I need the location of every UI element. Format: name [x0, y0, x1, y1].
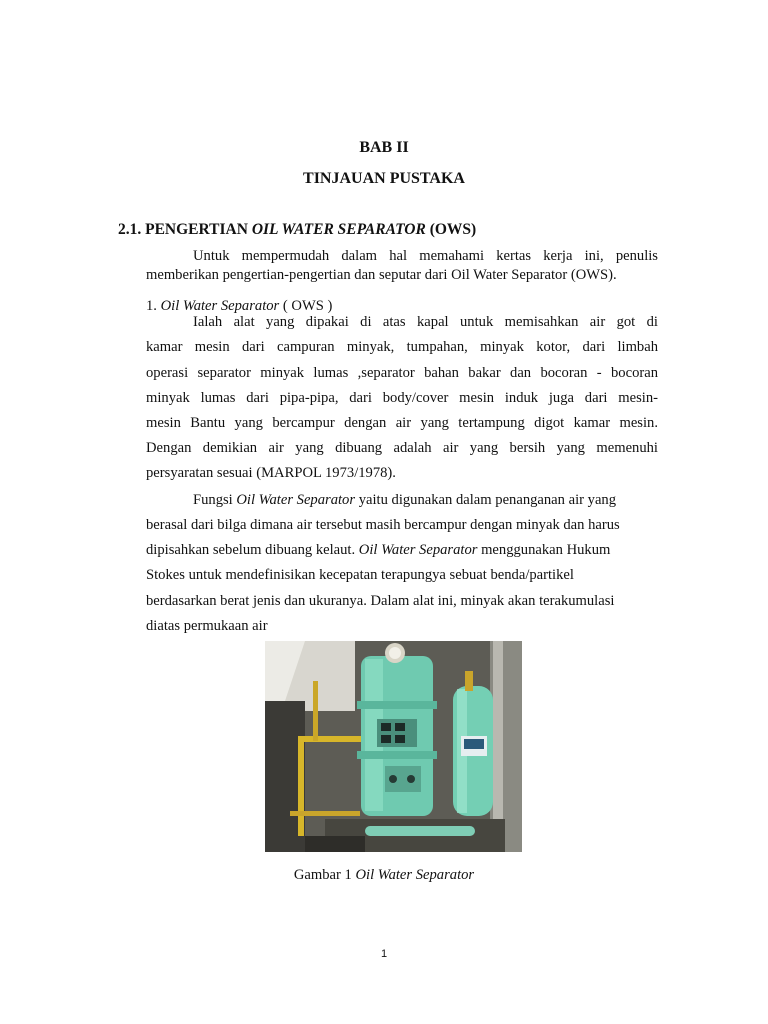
paragraph2-line-4: Stokes untuk mendefinisikan kecepatan terapungya sebuat benda/partikel: [146, 567, 574, 583]
paragraph1-line-4: minyak lumas dari pipa-pipa, dari body/cover mesin induk juga dari mesin-: [146, 390, 658, 406]
section-heading: 2.1. PENGERTIAN OIL WATER SEPARATOR (OWS): [118, 221, 477, 238]
paragraph2-line-3: dipisahkan sebelum dibuang kelaut. Oil Water Separator menggunakan Hukum: [146, 542, 611, 558]
oil-water-separator-photo: [265, 641, 522, 852]
intro-line-1: Untuk mempermudah dalam hal memahami kertas kerja ini, penulis: [193, 248, 658, 264]
subsection-heading: 1. Oil Water Separator ( OWS ): [146, 298, 333, 314]
intro-line-2: memberikan pengertian-pengertian dan seputar dari Oil Water Separator (OWS).: [146, 267, 617, 283]
paragraph1-line-6: Dengan demikian air yang dibuang adalah air yang bersih yang memenuhi: [146, 440, 658, 456]
paragraph1-line-7: persyaratan sesuai (MARPOL 1973/1978).: [146, 465, 396, 481]
chapter-title: TINJAUAN PUSTAKA: [303, 170, 465, 187]
paragraph1-line-5: mesin Bantu yang bercampur dengan air yang tertampung digot kamar mesin.: [146, 415, 658, 431]
figure-caption: Gambar 1 Oil Water Separator: [293, 867, 475, 883]
paragraph1-line-1: Ialah alat yang dipakai di atas kapal untuk memisahkan air got di: [193, 314, 658, 330]
paragraph2-line-5: berdasarkan berat jenis dan ukuranya. Dalam alat ini, minyak akan terakumulasi: [146, 593, 615, 609]
paragraph2-line-6: diatas permukaan air: [146, 618, 268, 634]
paragraph1-line-2: kamar mesin dari campuran minyak, tumpahan, minyak kotor, dari limbah: [146, 339, 658, 355]
paragraph2-line-1: Fungsi Oil Water Separator yaitu digunakan dalam penanganan air yang: [193, 492, 617, 508]
page-number: 1: [380, 948, 388, 960]
paragraph1-line-3: operasi separator minyak lumas ,separator bahan bakar dan bocoran - bocoran: [146, 365, 658, 381]
paragraph2-line-2: berasal dari bilga dimana air tersebut masih bercampur dengan minyak dan harus: [146, 517, 620, 533]
chapter-number: BAB II: [359, 139, 409, 156]
